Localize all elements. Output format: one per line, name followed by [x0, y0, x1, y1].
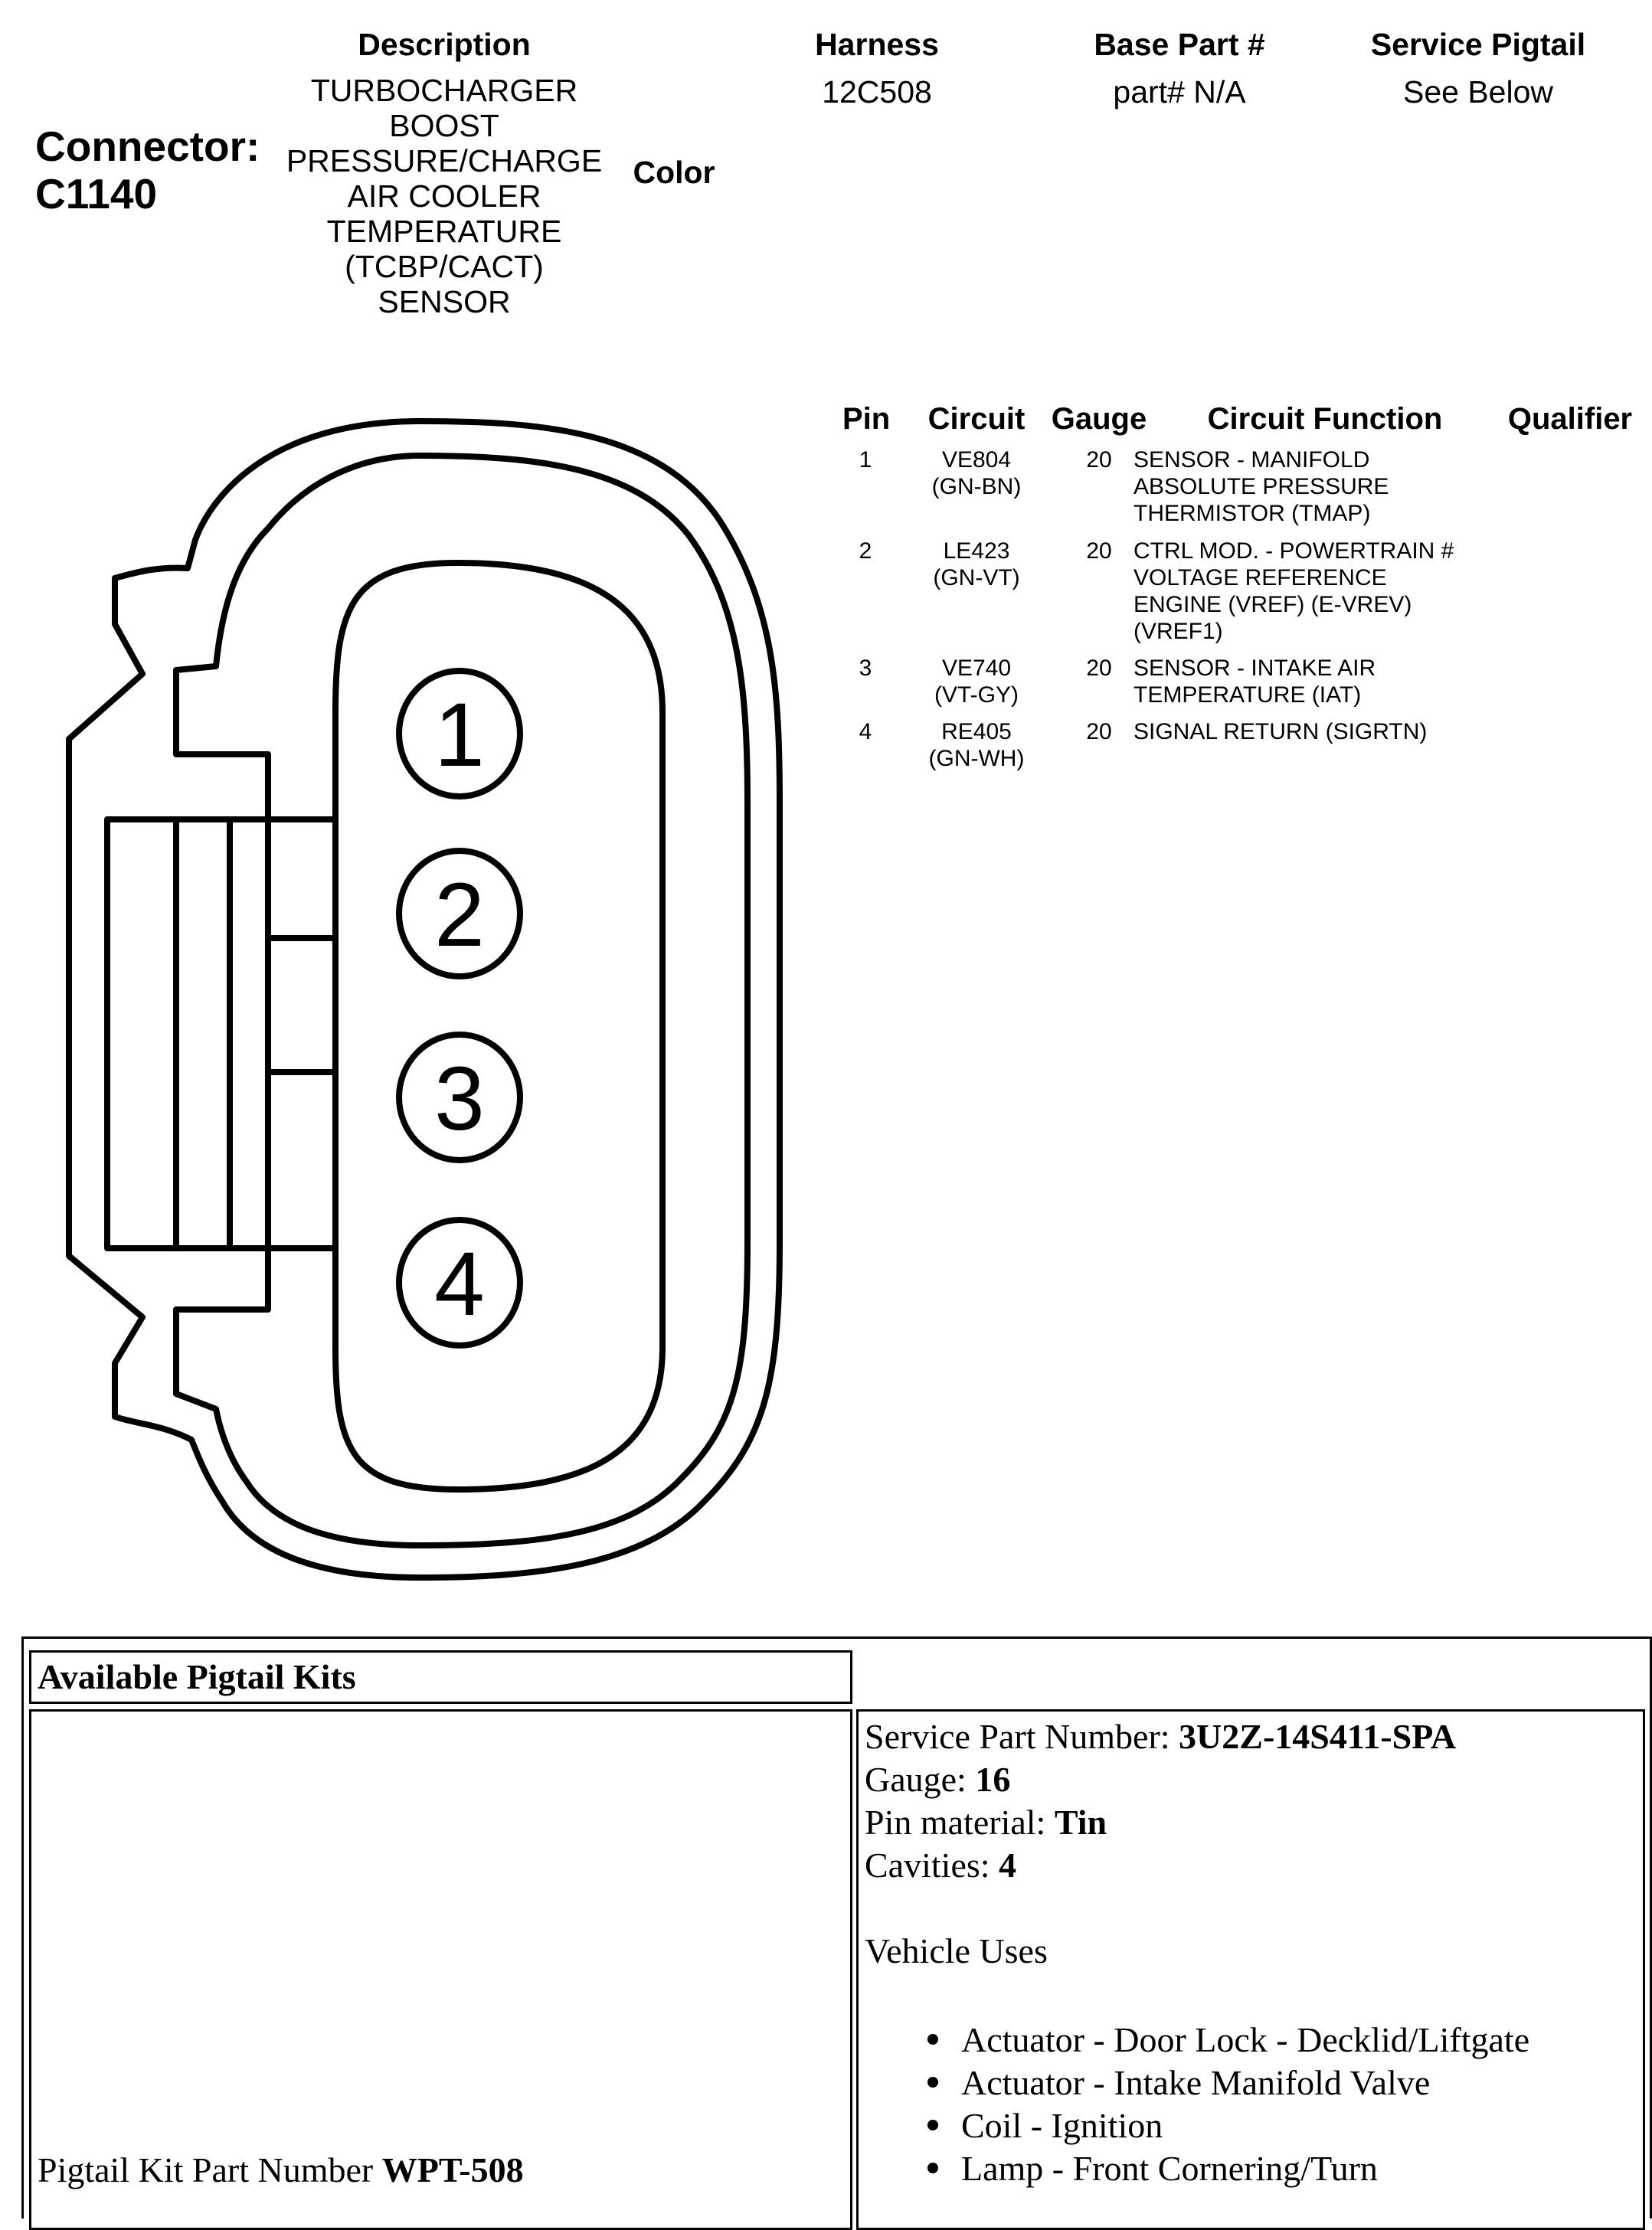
pigtail-title-cell — [29, 1650, 852, 1704]
function-line: THERMISTOR (TMAP) — [1134, 501, 1371, 526]
list-item — [865, 2104, 1529, 2147]
wire-color: (VT-GY) — [934, 682, 1019, 708]
connector-label: Connector: — [35, 123, 260, 170]
wire-color: (GN-VT) — [933, 565, 1020, 590]
service-pigtail-value: See Below — [1402, 74, 1553, 110]
vehicle-use-text: Coil - Ignition — [961, 2106, 1163, 2145]
pigtail-details — [865, 1715, 1529, 2190]
pin-4-label: 4 — [434, 1234, 485, 1335]
bullet-icon — [927, 2034, 938, 2045]
description-line: SENSOR — [378, 284, 511, 319]
description-line: TURBOCHARGER — [310, 73, 578, 108]
pin-3-label: 3 — [434, 1048, 485, 1149]
circuit-cell — [904, 718, 1049, 772]
pigtail-kit-part-number — [38, 2149, 524, 2192]
cavities-value: 4 — [999, 1846, 1017, 1885]
gauge-cell: 20 — [1086, 538, 1112, 564]
gauge-cell: 20 — [1086, 719, 1112, 744]
service-pigtail-header: Service Pigtail — [1370, 27, 1586, 62]
function-line: CTRL MOD. - POWERTRAIN # — [1134, 538, 1454, 564]
gauge-label: Gauge: — [865, 1760, 976, 1799]
description-line: PRESSURE/CHARGE — [286, 143, 603, 178]
description-value — [260, 73, 628, 319]
wire-color: (GN-BN) — [931, 474, 1022, 499]
connector-face-diagram — [46, 398, 797, 1593]
function-cell — [1134, 446, 1516, 527]
pin-material-label: Pin material: — [865, 1803, 1055, 1842]
kit-part-label: Pigtail Kit Part Number — [38, 2150, 382, 2189]
pin-number: 4 — [859, 719, 872, 744]
cavities-line — [865, 1844, 1529, 1887]
function-line: ENGINE (VREF) (E-VREV) — [1134, 592, 1412, 617]
wire-color: (GN-WH) — [928, 746, 1025, 771]
circuit-id: RE405 — [941, 719, 1012, 744]
pin-material-value: Tin — [1054, 1803, 1107, 1842]
pin-2-label: 2 — [434, 865, 485, 966]
function-column-header: Circuit Function — [1207, 402, 1443, 436]
description-line: BOOST — [389, 108, 499, 143]
pin-table — [842, 402, 1647, 785]
base-part-value: part# N/A — [1113, 74, 1246, 110]
pin-material-line — [865, 1801, 1529, 1844]
list-item — [865, 2019, 1529, 2062]
circuit-id: VE804 — [941, 447, 1012, 472]
harness-value: 12C508 — [822, 74, 932, 110]
color-header: Color — [633, 155, 715, 190]
description-line: (TCBP/CACT) — [345, 249, 544, 284]
list-item — [865, 2147, 1529, 2190]
function-line: TEMPERATURE (IAT) — [1134, 682, 1362, 708]
description-line: AIR COOLER — [347, 178, 541, 214]
gauge-value: 16 — [975, 1760, 1011, 1799]
description-line: TEMPERATURE — [326, 214, 562, 249]
function-line: SENSOR - MANIFOLD — [1134, 447, 1370, 472]
bullet-icon — [927, 2163, 938, 2173]
function-cell — [1134, 718, 1516, 745]
service-part-number — [865, 1715, 1529, 1758]
kit-part-value: WPT-508 — [381, 2150, 524, 2189]
function-line: (VREF1) — [1134, 619, 1223, 644]
circuit-id: LE423 — [943, 538, 1010, 564]
bullet-icon — [927, 2077, 938, 2088]
pigtail-details-cell — [856, 1709, 1645, 2230]
description-header: Description — [358, 27, 531, 62]
gauge-cell: 20 — [1086, 447, 1112, 472]
harness-header: Harness — [815, 27, 939, 62]
function-line: SIGNAL RETURN (SIGRTN) — [1134, 719, 1428, 744]
pigtail-section-title: Available Pigtail Kits — [38, 1657, 356, 1696]
pin-number: 1 — [859, 447, 872, 472]
vehicle-uses-list — [865, 2019, 1529, 2190]
connector-title — [35, 123, 260, 217]
function-cell — [1134, 655, 1516, 708]
pin-1-label: 1 — [434, 685, 485, 786]
pigtail-kit-cell — [29, 1709, 852, 2230]
service-part-label: Service Part Number: — [865, 1717, 1179, 1756]
vehicle-use-text: Actuator - Intake Manifold Valve — [961, 2063, 1431, 2102]
circuit-cell — [904, 538, 1049, 591]
gauge-column-header: Gauge — [1051, 402, 1147, 436]
function-cell — [1134, 538, 1516, 645]
circuit-cell — [904, 446, 1049, 500]
function-line: ABSOLUTE PRESSURE — [1134, 474, 1389, 499]
gauge-line — [865, 1758, 1529, 1801]
circuit-cell — [904, 655, 1049, 708]
vehicle-uses-heading: Vehicle Uses — [865, 1931, 1048, 1970]
base-part-header: Base Part # — [1094, 27, 1265, 62]
pin-number: 2 — [859, 538, 872, 564]
pin-number: 3 — [859, 656, 872, 681]
circuit-column-header: Circuit — [927, 402, 1026, 436]
function-line: VOLTAGE REFERENCE — [1134, 565, 1387, 590]
vehicle-use-text: Lamp - Front Cornering/Turn — [961, 2149, 1378, 2188]
list-item — [865, 2062, 1529, 2104]
gauge-cell: 20 — [1086, 656, 1112, 681]
circuit-id: VE740 — [941, 656, 1012, 681]
bullet-icon — [927, 2120, 938, 2130]
qualifier-column-header: Qualifier — [1507, 402, 1633, 436]
function-line: SENSOR - INTAKE AIR — [1134, 656, 1376, 681]
pin-column-header: Pin — [842, 402, 891, 436]
connector-id: C1140 — [35, 170, 158, 217]
connector-inner-housing — [107, 456, 747, 1545]
vehicle-use-text: Actuator - Door Lock - Decklid/Liftgate — [961, 2020, 1530, 2059]
cavities-label: Cavities: — [865, 1846, 999, 1885]
service-part-value: 3U2Z-14S411-SPA — [1179, 1717, 1457, 1756]
